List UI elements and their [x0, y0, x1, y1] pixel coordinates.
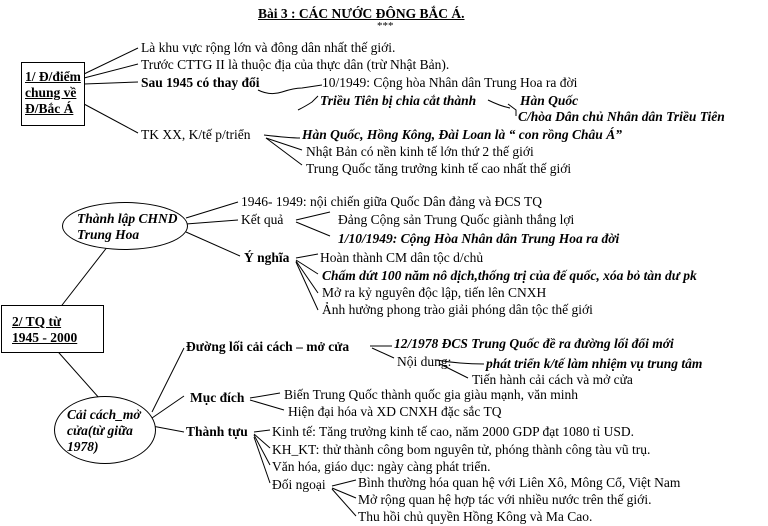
reform-goal-1: Biến Trung Quốc thành quốc gia giàu mạnh, văn minh	[284, 387, 578, 402]
s1-korea-divided: Triều Tiên bị chia cắt thành	[320, 93, 477, 108]
reform-foreign-2: Mở rộng quan hệ hợp tác với nhiều nước trên thế giới.	[358, 492, 652, 507]
reform-achieve-culture: Văn hóa, giáo dục: ngày càng phát triển.	[272, 459, 491, 474]
founding-meaning-2: Chấm dứt 100 năm nô dịch,thống trị của đế quốc, xóa bỏ tàn dư pk	[322, 268, 697, 283]
founding-meaning-label: Ý nghĩa	[244, 250, 290, 265]
reform-content-2: Tiến hành cải cách và mở cửa	[472, 372, 633, 387]
reform-ellipse-label: Cải cách_mở cửa(từ giữa 1978)	[67, 407, 141, 454]
founding-ellipse	[62, 202, 188, 250]
s1-economy-label: TK XX, K/tế p/triển	[141, 127, 251, 142]
s1-north-korea: C/hòa Dân chủ Nhân dân Triều Tiên	[518, 109, 725, 124]
reform-content-1: phát triển k/tế làm nhiệm vụ trung tâm	[486, 356, 703, 371]
title-text: Bài 3 : CÁC NƯỚC ĐÔNG BẮC Á.	[258, 6, 465, 21]
founding-result-founding: 1/10/1949: Cộng Hòa Nhân dân Trung Hoa ra đời	[338, 231, 620, 246]
founding-meaning-4: Ảnh hưởng phong trào giải phóng dân tộc thế giới	[322, 302, 593, 317]
s1-after1945-china-text: 10/1949: Cộng hòa Nhân dân Trung Hoa ra đời	[322, 75, 578, 90]
section2-box	[1, 305, 104, 353]
reform-foreign-3: Thu hồi chủ quyền Hồng Kông và Ma Cao.	[358, 509, 593, 524]
reform-goal-2: Hiện đại hóa và XD CNXH đặc sắc TQ	[288, 404, 502, 419]
section1-box	[21, 62, 85, 126]
section1-box-label: 1/ Đ/điểm chung về Đ/Bắc Á	[25, 69, 81, 116]
reform-policy-date: 12/1978 ĐCS Trung Quốc đề ra đường lối đổi mới	[394, 336, 674, 351]
reform-achieve-label: Thành tựu	[186, 424, 248, 439]
reform-foreign-1: Bình thường hóa quan hệ với Liên Xô, Mông Cổ, Việt Nam	[358, 475, 681, 490]
s1-after1945-china	[322, 75, 577, 91]
section2-box-label: 2/ TQ từ 1945 - 2000	[12, 314, 78, 345]
reform-content-label: Nội dung:	[397, 354, 452, 369]
founding-ellipse-label: Thành lập CHND Trung Hoa	[77, 211, 178, 242]
founding-result-label: Kết quả	[241, 212, 284, 227]
reform-policy-label: Đường lối cải cách – mở cửa	[186, 339, 350, 354]
s1-economy-japan: Nhật Bản có nền kinh tế lớn thứ 2 thế giới	[306, 144, 534, 159]
s1-area: Là khu vực rộng lớn và đông dân nhất thế giới.	[141, 40, 396, 55]
reform-achieve-sci: KH_KT: thử thành công bom nguyên tử, phóng thành công tàu vũ trụ.	[272, 442, 651, 457]
founding-result-victory: Đảng Cộng sản Trung Quốc giành thắng lợi	[338, 212, 575, 227]
reform-goal-label: Mục đích	[190, 390, 245, 405]
s1-south-korea: Hàn Quốc	[520, 93, 579, 108]
s1-before: Trước CTTG II là thuộc địa của thực dân (trừ Nhật Bản).	[141, 57, 450, 72]
s1-economy-china: Trung Quốc tăng trưởng kinh tế cao nhất thế giới	[306, 161, 572, 176]
reform-achieve-econ: Kinh tế: Tăng trưởng kinh tế cao, năm 2000 GDP đạt 1080 tỉ USD.	[272, 424, 635, 439]
s1-economy-dragons: Hàn Quốc, Hồng Kông, Đài Loan là “ con rồng Châu Á”	[302, 127, 622, 142]
reform-ellipse	[54, 396, 156, 464]
founding-civil-war: 1946- 1949: nội chiến giữa Quốc Dân đảng và ĐCS TQ	[241, 194, 543, 209]
page-title	[258, 6, 465, 22]
title-stars: ***	[377, 20, 394, 32]
reform-foreign-label: Đối ngoại	[272, 477, 326, 492]
founding-meaning-1: Hoàn thành CM dân tộc d/chủ	[320, 250, 484, 265]
s1-after1945-label: Sau 1945 có thay đổi	[141, 75, 260, 90]
founding-meaning-3: Mở ra kỷ nguyên độc lập, tiến lên CNXH	[322, 285, 547, 300]
